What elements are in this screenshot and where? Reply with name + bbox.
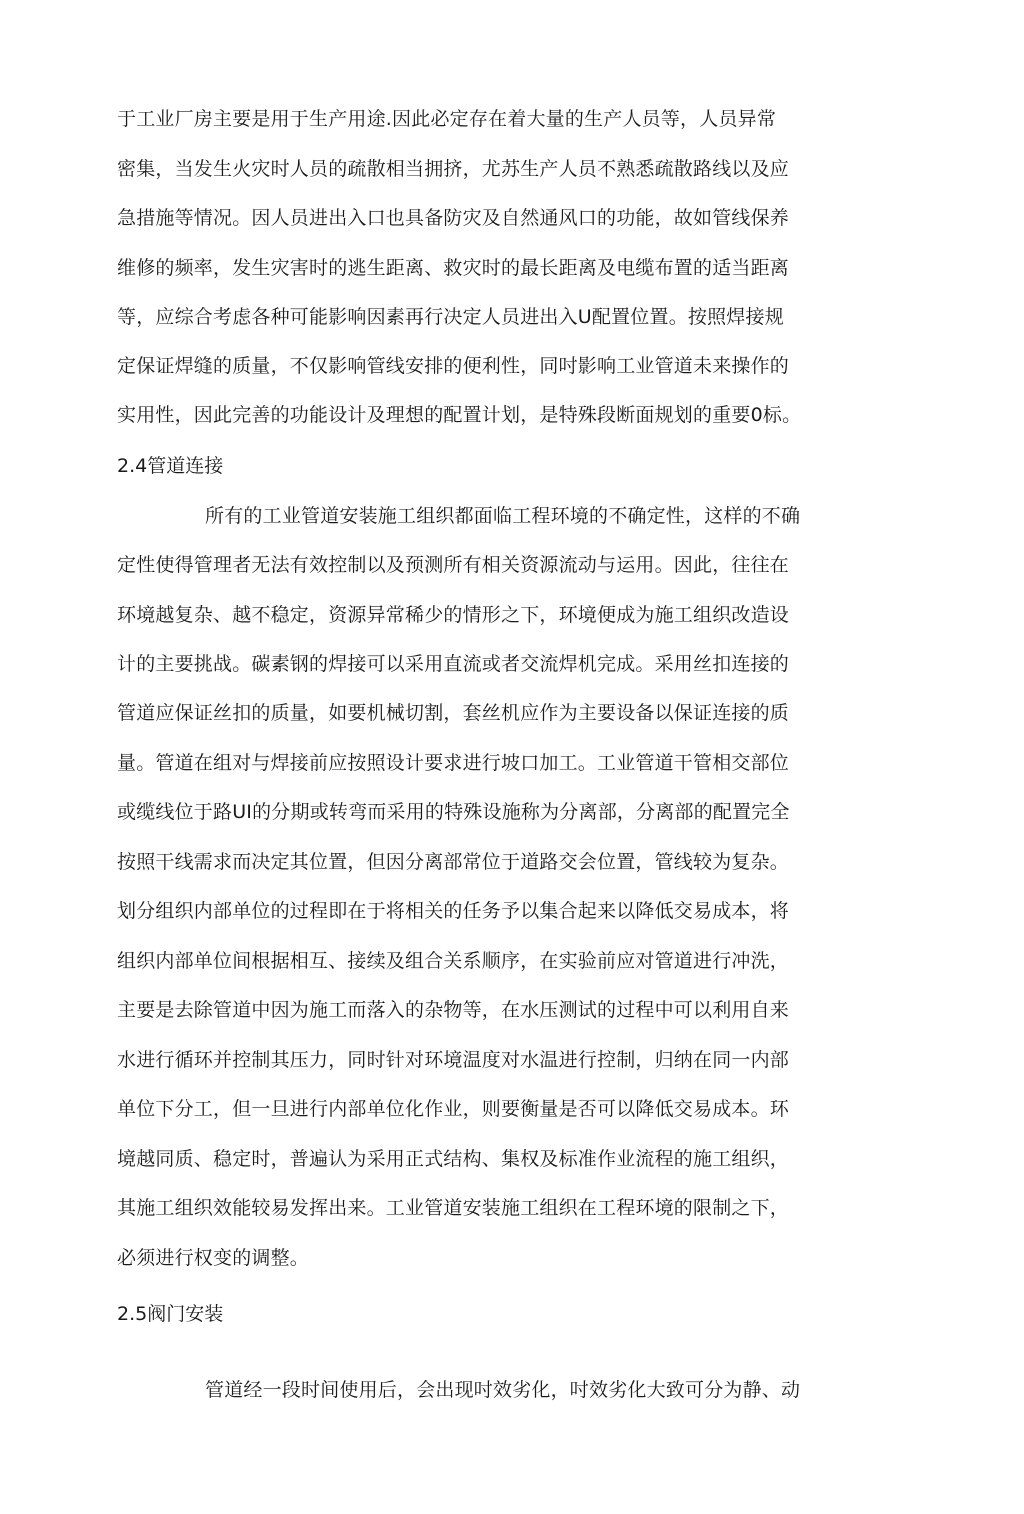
section-heading: 2.5阀门安装: [117, 1303, 224, 1325]
text-line: 水进行循环并控制其压力，同时针对环境温度对水温进行控制，归纳在同一内部: [117, 1049, 790, 1071]
text-line: 于工业厂房主要是用于生产用途.因此必定存在着大量的生产人员等，人员异常: [117, 108, 777, 130]
text-line: 密集，当发生火灾时人员的疏散相当拥挤，尤苏生产人员不熟悉疏散路线以及应: [117, 158, 790, 180]
section-heading: 2.4管道连接: [117, 455, 224, 477]
text-line: 单位下分工，但一旦进行内部单位化作业，则要衡量是否可以降低交易成本。环: [117, 1098, 790, 1120]
text-line: 定性使得管理者无法有效控制以及预测所有相关资源流动与运用。因此，往往在: [117, 554, 790, 576]
text-line: 划分组织内部单位的过程即在于将相关的任务予以集合起来以降低交易成本，将: [117, 900, 790, 922]
text-line: 主要是去除管道中因为施工而落入的杂物等，在水压测试的过程中可以利用自来: [117, 999, 790, 1021]
text-line: 所有的工业管道安装施工组织都面临工程环境的不确定性，这样的不确: [205, 505, 801, 527]
text-line: 维修的频率，发生灾害时的逃生距离、救灾时的最长距离及电缆布置的适当距离: [117, 257, 790, 279]
text-line: 环境越复杂、越不稳定，资源异常稀少的情形之下，环境便成为施工组织改造设: [117, 604, 790, 626]
text-line: 其施工组织效能较易发挥出来。工业管道安装施工组织在工程环境的限制之下，: [117, 1197, 790, 1219]
text-line: 量。管道在组对与焊接前应按照设计要求进行坡口加工。工业管道干管相交部位: [117, 752, 790, 774]
text-line: 定保证焊缝的质量，不仅影响管线安排的便利性，同吋影响工业管道未来操作的: [117, 355, 790, 377]
text-line: 组织内部单位间根据相互、接续及组合关系顺序，在实验前应对管道进行冲洗，: [117, 950, 790, 972]
text-line: 按照干线需求而决定其位置，但因分离部常位于道路交会位置，管线较为复杂。: [117, 851, 790, 873]
text-line: 必须进行权变的调整。: [117, 1247, 310, 1269]
text-line: 计的主要挑战。碳素钢的焊接可以采用直流或者交流焊机完成。采用丝扣连接的: [117, 653, 790, 675]
text-line: 管道经一段时间使用后，会出现吋效劣化，吋效劣化大致可分为静、动: [205, 1379, 801, 1401]
text-line: 境越同质、稳定时，普遍认为采用正式结构、集权及标准作业流程的施工组织，: [117, 1148, 790, 1170]
text-line: 或缆线位于路UI的分期或转弯而采用的特殊设施称为分离部，分离部的配置完全: [117, 801, 790, 823]
text-line: 急措施等情况。因人员进出入口也具备防灾及自然通风口的功能，故如管线保养: [117, 207, 790, 229]
text-line: 管道应保证丝扣的质量，如要机械切割，套丝机应作为主要设备以保证连接的质: [117, 702, 790, 724]
text-line: 等，应综合考虑各种可能影响因素再行决定人员进出入U配置位置。按照焊接规: [117, 306, 784, 328]
text-line: 实用性，因此完善的功能设计及理想的配置计划，是特殊段断面规划的重要0标。: [117, 404, 802, 426]
